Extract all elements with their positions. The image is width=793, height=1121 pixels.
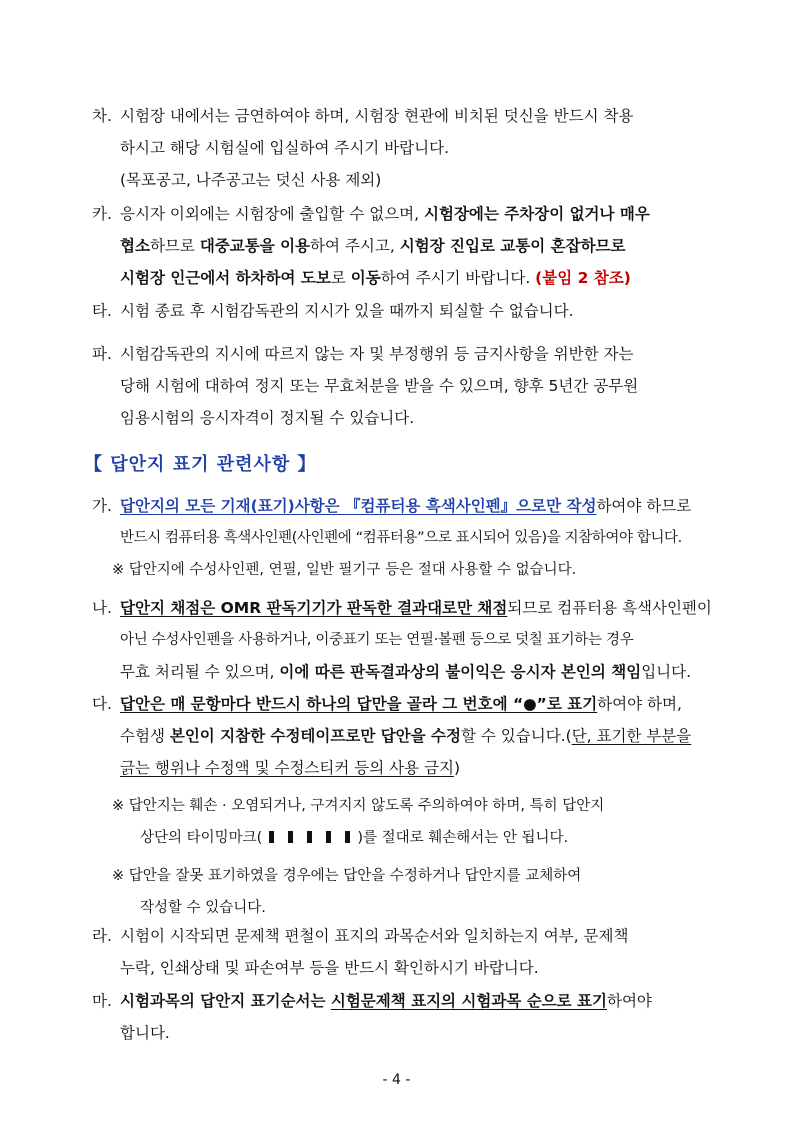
timing-mark-icon bbox=[288, 831, 293, 843]
item-text: 무효 처리될 수 있으며, bbox=[120, 663, 280, 681]
item-marker: 타. bbox=[92, 302, 112, 320]
emphasis-text: 협소 bbox=[120, 237, 150, 255]
item-na bbox=[92, 592, 732, 688]
item-ta bbox=[92, 295, 732, 327]
item-text: 시험이 시작되면 문제책 편철이 표지의 과목순서와 일치하는지 여부, 문제책 bbox=[120, 927, 629, 945]
emphasis-text: 시험장에는 주차장이 없거나 매우 bbox=[424, 205, 650, 223]
item-pa bbox=[92, 338, 732, 434]
item-text: 아닌 수성사인펜을 사용하거나, 이중표기 또는 연필·볼펜 등으로 덧칠 표기하는 경우 bbox=[120, 632, 634, 648]
item-text: 로 bbox=[330, 269, 351, 287]
note-text: 상단의 타이밍마크( bbox=[140, 830, 263, 846]
item-text: 누락, 인쇄상태 및 파손여부 등을 반드시 확인하시기 바랍니다. bbox=[120, 959, 539, 977]
item-ma bbox=[92, 985, 732, 1049]
item-text: 하여 주시기 바랍니다. bbox=[380, 269, 536, 287]
emphasis-text: 시험장 인근에서 하차하여 도보 bbox=[120, 269, 331, 287]
item-text: 하여 주시고, bbox=[310, 237, 400, 255]
item-text: 당해 시험에 대하여 정지 또는 무효처분을 받을 수 있으며, 향후 5년간 공무원 bbox=[120, 377, 639, 395]
timing-mark-icon bbox=[307, 831, 312, 843]
timing-mark-icon bbox=[326, 831, 331, 843]
emphasis-text: 본인이 지참한 수정테이프로만 답안을 수정 bbox=[169, 727, 461, 745]
item-marker: 가. bbox=[92, 497, 112, 515]
emphasis-text: 답안지 채점은 OMR 판독기기가 판독한 결과대로만 채점 bbox=[120, 599, 508, 617]
item-ka bbox=[92, 198, 732, 294]
item-marker: 파. bbox=[92, 345, 112, 363]
emphasis-text: 이에 따른 판독결과상의 불이익은 응시자 본인의 책임 bbox=[279, 663, 642, 681]
item-ga bbox=[92, 490, 732, 586]
item-marker: 라. bbox=[92, 927, 112, 945]
note-text: 작성할 수 있습니다. bbox=[140, 900, 266, 916]
item-text: 하여야 하므로 bbox=[596, 497, 692, 515]
item-marker: 카. bbox=[92, 205, 112, 223]
item-cha bbox=[92, 100, 732, 196]
item-text: ) bbox=[453, 759, 461, 777]
item-text: 되므로 컴퓨터용 흑색사인펜이 bbox=[507, 599, 712, 617]
item-text: 응시자 이외에는 시험장에 출입할 수 없으며, bbox=[120, 205, 425, 223]
item-text: 입니다. bbox=[641, 663, 692, 681]
item-text: 시험장 내에서는 금연하여야 하며, 시험장 현관에 비치된 덧신을 반드시 착용 bbox=[120, 107, 634, 125]
item-text: 시험 종료 후 시험감독관의 지시가 있을 때까지 퇴실할 수 없습니다. bbox=[120, 302, 574, 320]
page-number: - 4 - bbox=[382, 1072, 411, 1088]
item-text: 하시고 해당 시험실에 입실하여 주시기 바랍니다. bbox=[120, 139, 450, 157]
item-text: (목포공고, 나주공고는 덧신 사용 제외) bbox=[120, 171, 382, 189]
underlined-text: 긁는 행위나 수정액 및 수정스티커 등의 사용 금지 bbox=[120, 759, 454, 777]
item-text: 시험감독관의 지시에 따르지 않는 자 및 부정행위 등 금지사항을 위반한 자는 bbox=[120, 345, 634, 363]
item-da bbox=[92, 688, 732, 924]
timing-mark-icon bbox=[269, 831, 274, 843]
emphasis-text: 시험과목의 답안지 표기순서는 bbox=[120, 992, 331, 1010]
item-text: 수험생 bbox=[120, 727, 170, 745]
item-text: 반드시 컴퓨터용 흑색사인펜(사인펜에 “컴퓨터용”으로 표시되어 있음)을 지참하여야 합니다. bbox=[120, 530, 682, 546]
attachment-reference: (붙임 2 참조) bbox=[535, 269, 631, 287]
item-text: 하므로 bbox=[149, 237, 200, 255]
emphasis-text: 답안은 매 문항마다 반드시 하나의 답만을 골라 그 번호에 “●”로 표기 bbox=[120, 695, 598, 713]
item-text: 합니다. bbox=[120, 1024, 170, 1042]
note-text: ※ 답안지는 훼손 · 오염되거나, 구겨지지 않도록 주의하여야 하며, 특히 답안지 bbox=[112, 798, 605, 814]
item-marker: 마. bbox=[92, 992, 112, 1010]
emphasis-text: 시험문제책 표지의 시험과목 순으로 표기 bbox=[330, 992, 607, 1010]
note-text: )를 절대로 훼손해서는 안 됩니다. bbox=[357, 830, 569, 846]
emphasis-text: 이동 bbox=[350, 269, 381, 287]
item-ra bbox=[92, 920, 732, 984]
item-marker: 차. bbox=[92, 107, 112, 125]
section-heading: 【 답안지 표기 관련사항 】 bbox=[84, 454, 317, 475]
emphasis-text: 시험장 진입로 교통이 혼잡하므로 bbox=[399, 237, 626, 255]
emphasis-text: 답안지의 모든 기재(표기)사항은 『컴퓨터용 흑색사인펜』으로만 작성 bbox=[120, 497, 597, 515]
note-text: ※ 답안지에 수성사인펜, 연필, 일반 필기구 등은 절대 사용할 수 없습니다. bbox=[112, 562, 577, 578]
item-text: 임용시험의 응시자격이 정지될 수 있습니다. bbox=[120, 409, 415, 427]
emphasis-text: 대중교통을 이용 bbox=[199, 237, 311, 255]
timing-mark-icon bbox=[345, 831, 350, 843]
item-text: 하여야 bbox=[606, 992, 652, 1010]
item-marker: 다. bbox=[92, 695, 112, 713]
note-text: ※ 답안을 잘못 표기하였을 경우에는 답안을 수정하거나 답안지를 교체하여 bbox=[112, 868, 582, 884]
item-text: 할 수 있습니다.( bbox=[460, 727, 572, 745]
item-text: 하여야 하며, bbox=[597, 695, 682, 713]
item-marker: 나. bbox=[92, 599, 112, 617]
underlined-text: 단, 표기한 부분을 bbox=[571, 727, 692, 745]
